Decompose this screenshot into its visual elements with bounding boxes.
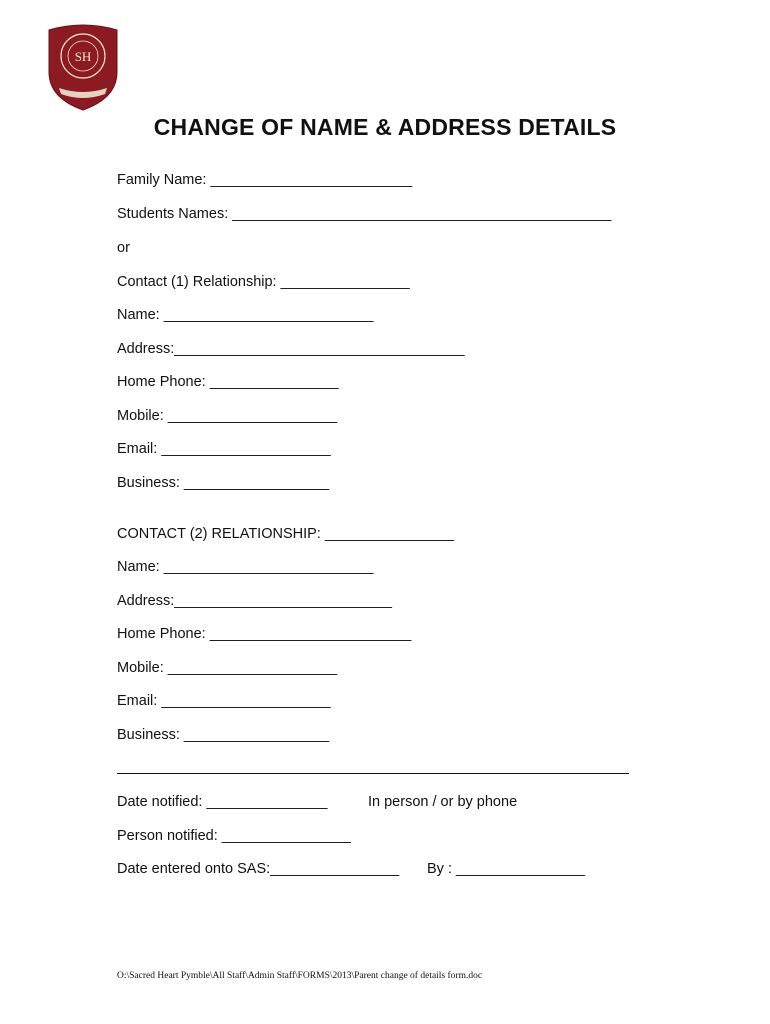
contact1-home-phone-field[interactable]: Home Phone: ________________ xyxy=(117,374,339,390)
contact2-name-field[interactable]: Name: __________________________ xyxy=(117,559,374,575)
date-notified-field[interactable]: Date notified: _______________ xyxy=(117,794,328,810)
contact2-mobile-field[interactable]: Mobile: _____________________ xyxy=(117,660,338,676)
crest-initials: SH xyxy=(74,49,92,64)
school-crest-logo xyxy=(45,22,121,112)
date-entered-sas-field[interactable]: Date entered onto SAS:________________ xyxy=(117,861,400,877)
contact2-relationship-field[interactable]: CONTACT (2) RELATIONSHIP: ________________ xyxy=(117,526,454,542)
contact2-business-field[interactable]: Business: __________________ xyxy=(117,727,330,743)
contact1-email-field[interactable]: Email: _____________________ xyxy=(117,441,331,457)
contact1-business-field[interactable]: Business: __________________ xyxy=(117,475,330,491)
file-path-footer: O:\Sacred Heart Pymble\All Staff\Admin Staff\FORMS\2013\Parent change of details form.doc xyxy=(117,971,483,981)
contact2-address-field[interactable]: Address:___________________________ xyxy=(117,593,392,609)
students-names-field[interactable]: Students Names: _______________________________________________ xyxy=(117,206,612,222)
contact2-home-phone-field[interactable]: Home Phone: _________________________ xyxy=(117,626,412,642)
family-name-field[interactable]: Family Name: _________________________ xyxy=(117,172,413,188)
section-divider xyxy=(117,773,629,774)
contact1-address-field[interactable]: Address:____________________________________ xyxy=(117,341,465,357)
entered-by-field[interactable]: By : ________________ xyxy=(427,861,586,877)
in-person-or-phone-label: In person / or by phone xyxy=(368,794,518,810)
contact1-relationship-field[interactable]: Contact (1) Relationship: ________________ xyxy=(117,274,410,290)
page-title: CHANGE OF NAME & ADDRESS DETAILS xyxy=(153,114,617,140)
contact1-name-field[interactable]: Name: __________________________ xyxy=(117,307,374,323)
contact1-mobile-field[interactable]: Mobile: _____________________ xyxy=(117,408,338,424)
contact2-email-field[interactable]: Email: _____________________ xyxy=(117,693,331,709)
or-label: or xyxy=(117,240,130,256)
person-notified-field[interactable]: Person notified: ________________ xyxy=(117,828,351,844)
